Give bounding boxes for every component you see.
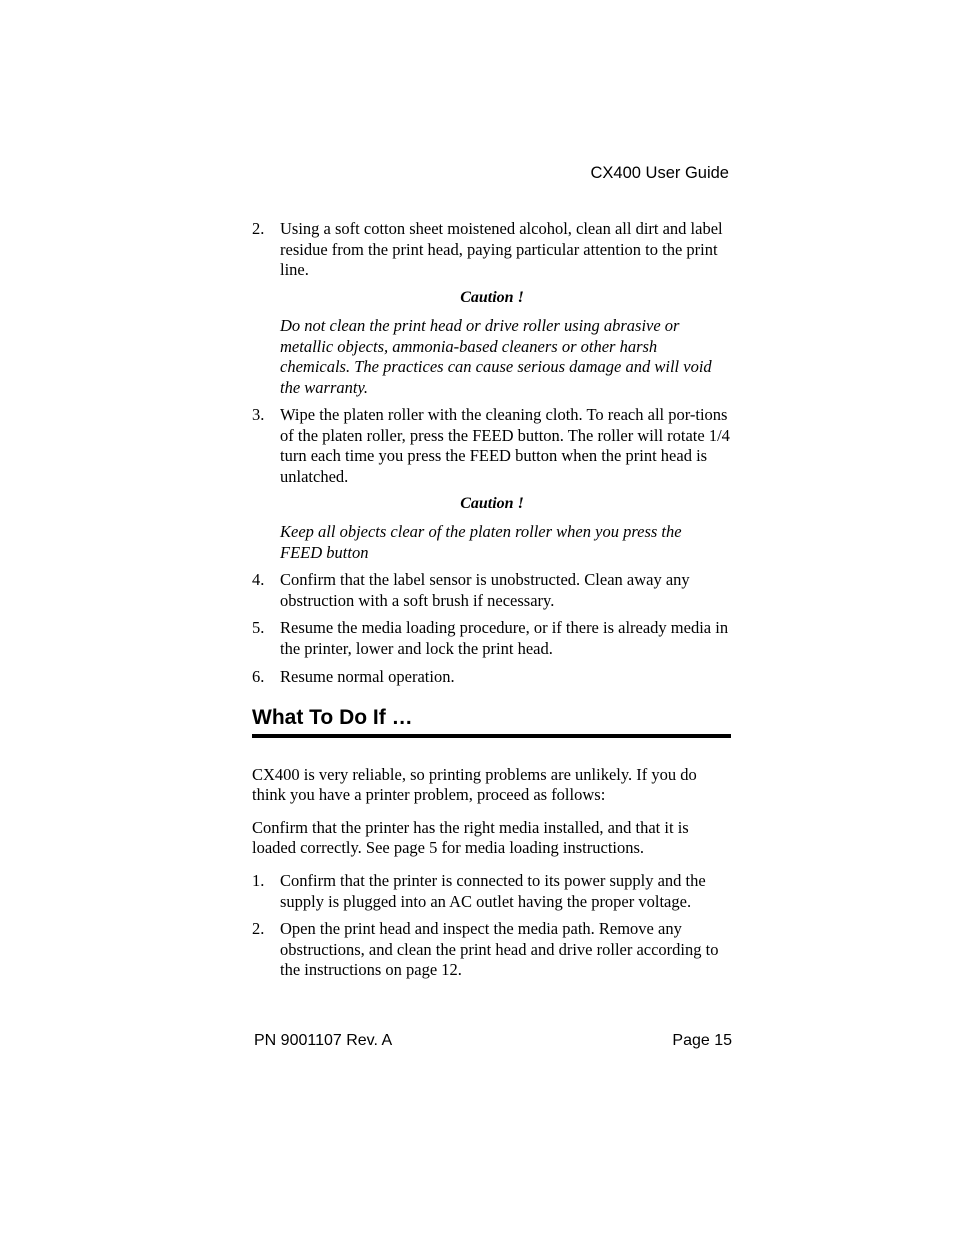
footer-page-number: Page 15 (672, 1032, 732, 1049)
list-item (252, 405, 732, 487)
footer-part-number: PN 9001107 Rev. A (254, 1032, 393, 1049)
caution-text: Do not clean the print head or drive roller using abrasive or metallic objects, ammonia-based cleaners or other harsh chemicals. The practices can cause serious damage and will void the warranty. (280, 316, 712, 397)
section-heading: What To Do If … (252, 706, 413, 729)
list-item (252, 919, 732, 981)
list-number: 1. (252, 871, 265, 890)
list-text: Open the print head and inspect the media path. Remove any obstructions, and clean the print head and drive roller according to the instructions on page 12. (280, 919, 719, 979)
paragraph: Confirm that the printer has the right media installed, and that it is loaded correctly. See page 5 for media loading instructions. (252, 818, 689, 857)
list-text: Confirm that the printer is connected to its power supply and the supply is plugged into an AC outlet having the proper voltage. (280, 871, 706, 911)
list-item (252, 219, 732, 281)
list-number: 2. (252, 919, 265, 938)
list-text: Confirm that the label sensor is unobstructed. Clean away any obstruction with a soft brush if necessary. (280, 570, 690, 610)
list-number: 2. (252, 219, 265, 238)
list-text: Resume the media loading procedure, or if there is already media in the printer, lower and lock the print head. (280, 618, 729, 658)
list-number: 3. (252, 405, 265, 424)
caution-heading: Caution ! (460, 289, 524, 306)
list-item (252, 871, 732, 912)
caution-text: Keep all objects clear of the platen roller when you press the FEED button (280, 522, 682, 562)
list-item (252, 667, 732, 688)
list-text: Wipe the platen roller with the cleaning cloth. To reach all por-tions of the platen roller, press the FEED button. The roller will rotate 1/4 turn each time you press the FEED button when the print head is unlatched. (280, 405, 730, 486)
list-item (252, 618, 732, 659)
section-rule (252, 734, 731, 738)
caution-heading: Caution ! (460, 495, 524, 512)
list-number: 5. (252, 618, 265, 637)
list-number: 6. (252, 667, 265, 686)
list-text: Using a soft cotton sheet moistened alcohol, clean all dirt and label residue from the print head, paying particular attention to the print line. (280, 219, 723, 279)
list-number: 4. (252, 570, 265, 589)
list-item (252, 570, 732, 611)
paragraph: CX400 is very reliable, so printing problems are unlikely. If you do think you have a printer problem, proceed as follows: (252, 765, 697, 804)
running-header: CX400 User Guide (590, 164, 729, 182)
list-text: Resume normal operation. (280, 667, 455, 686)
